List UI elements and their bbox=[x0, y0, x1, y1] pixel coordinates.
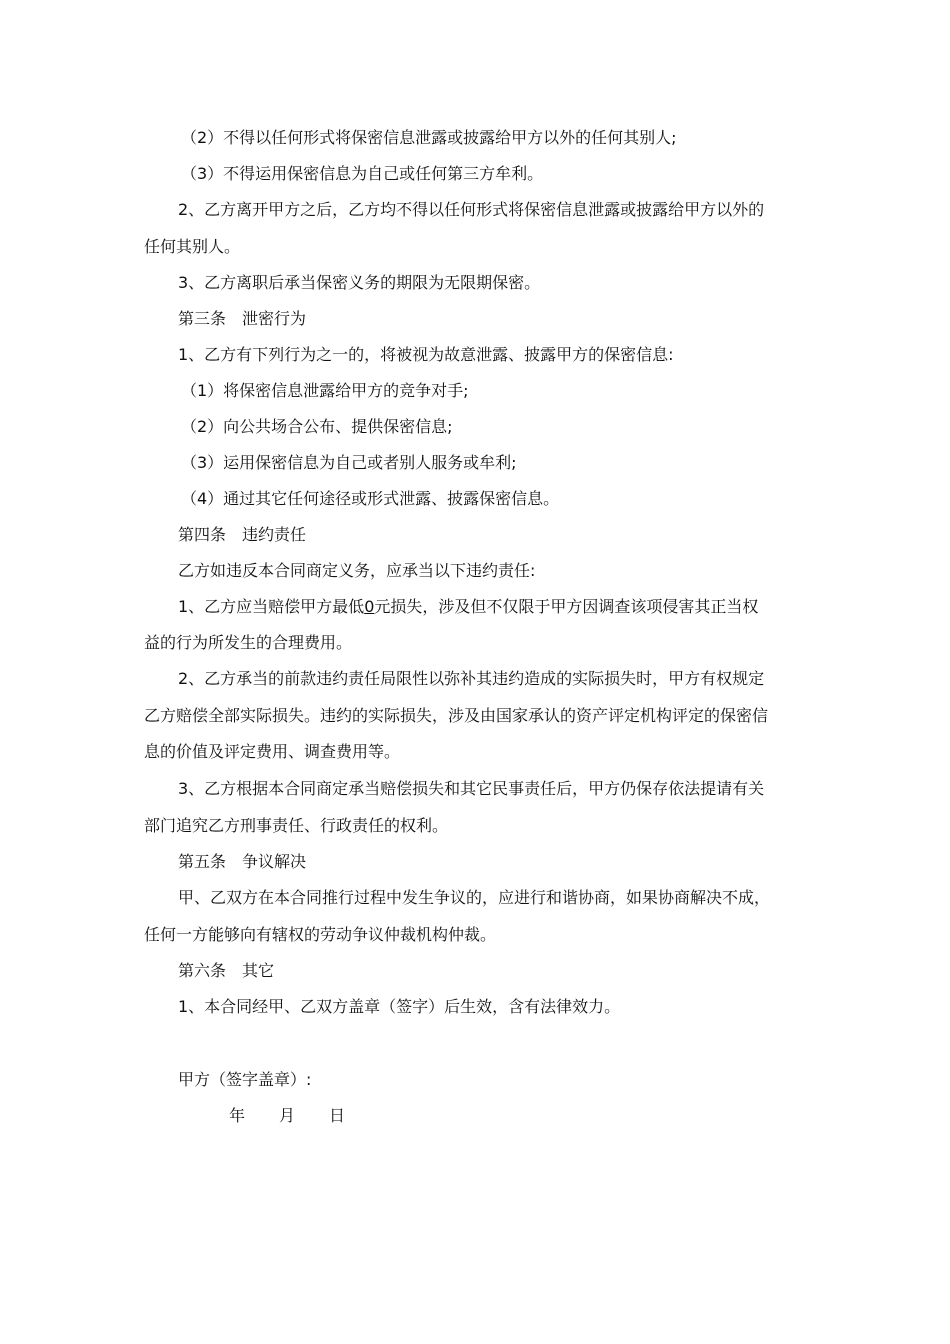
article3-item-4: （4）通过其它任何途径或形式泄露、披露保密信息。 bbox=[181, 489, 560, 508]
article5-line2: 任何一方能够向有辖权的劳动争议仲裁机构仲裁。 bbox=[144, 925, 497, 944]
article3-intro: 1、乙方有下列行为之一的，将被视为故意泄露、披露甲方的保密信息: bbox=[178, 345, 674, 364]
article4-p3-line2: 部门追究乙方刑事责任、行政责任的权利。 bbox=[144, 816, 449, 835]
article6-line1: 1、本合同经甲、乙双方盖章（签字）后生效，含有法律效力。 bbox=[178, 997, 621, 1016]
clause-para-2-line1: 2、乙方离开甲方之后，乙方均不得以任何形式将保密信息泄露或披露给甲方以外的 bbox=[178, 200, 765, 219]
clause-para-3: 3、乙方离职后承当保密义务的期限为无限期保密。 bbox=[178, 273, 541, 292]
article4-intro: 乙方如违反本合同商定义务，应承当以下违约责任: bbox=[178, 561, 536, 580]
date-day-label: 日 bbox=[329, 1106, 346, 1125]
penalty-amount: 0 bbox=[364, 597, 375, 616]
article4-p1-pre: 1、乙方应当赔偿甲方最低 bbox=[178, 597, 365, 616]
date-month-label: 月 bbox=[279, 1106, 296, 1125]
party-a-signature-label: 甲方（签字盖章）: bbox=[178, 1070, 312, 1089]
article4-p3-line1: 3、乙方根据本合同商定承当赔偿损失和其它民事责任后，甲方仍保存依法提请有关 bbox=[178, 779, 765, 798]
article5-line1: 甲、乙双方在本合同推行过程中发生争议的，应进行和谐协商，如果协商解决不成， bbox=[178, 888, 771, 907]
article4-heading: 第四条 违约责任 bbox=[178, 525, 307, 544]
article4-p1-post: 元损失，涉及但不仅限于甲方因调查该项侵害其正当权 bbox=[374, 597, 759, 616]
clause-item-2-3: （3）不得运用保密信息为自己或任何第三方牟利。 bbox=[181, 164, 544, 183]
clause-item-2-2: （2）不得以任何形式将保密信息泄露或披露给甲方以外的任何其别人; bbox=[181, 128, 677, 147]
article3-heading: 第三条 泄密行为 bbox=[178, 309, 307, 328]
clause-para-2-line2: 任何其别人。 bbox=[144, 237, 241, 256]
article3-item-1: （1）将保密信息泄露给甲方的竞争对手; bbox=[181, 381, 469, 400]
article5-heading: 第五条 争议解决 bbox=[178, 852, 307, 871]
article3-item-2: （2）向公共场合公布、提供保密信息; bbox=[181, 417, 453, 436]
article6-heading: 第六条 其它 bbox=[178, 961, 275, 980]
article4-p1-line1 bbox=[178, 597, 758, 617]
article3-item-3: （3）运用保密信息为自己或者别人服务或牟利; bbox=[181, 453, 517, 472]
article4-p2-line3: 息的价值及评定费用、调查费用等。 bbox=[144, 742, 401, 761]
date-year-label: 年 bbox=[229, 1106, 246, 1125]
article4-p1-line2: 益的行为所发生的合理费用。 bbox=[144, 633, 353, 652]
article4-p2-line2: 乙方赔偿全部实际损失。违约的实际损失，涉及由国家承认的资产评定机构评定的保密信 bbox=[144, 706, 769, 725]
article4-p2-line1: 2、乙方承当的前款违约责任局限性以弥补其违约造成的实际损失时，甲方有权规定 bbox=[178, 669, 765, 688]
